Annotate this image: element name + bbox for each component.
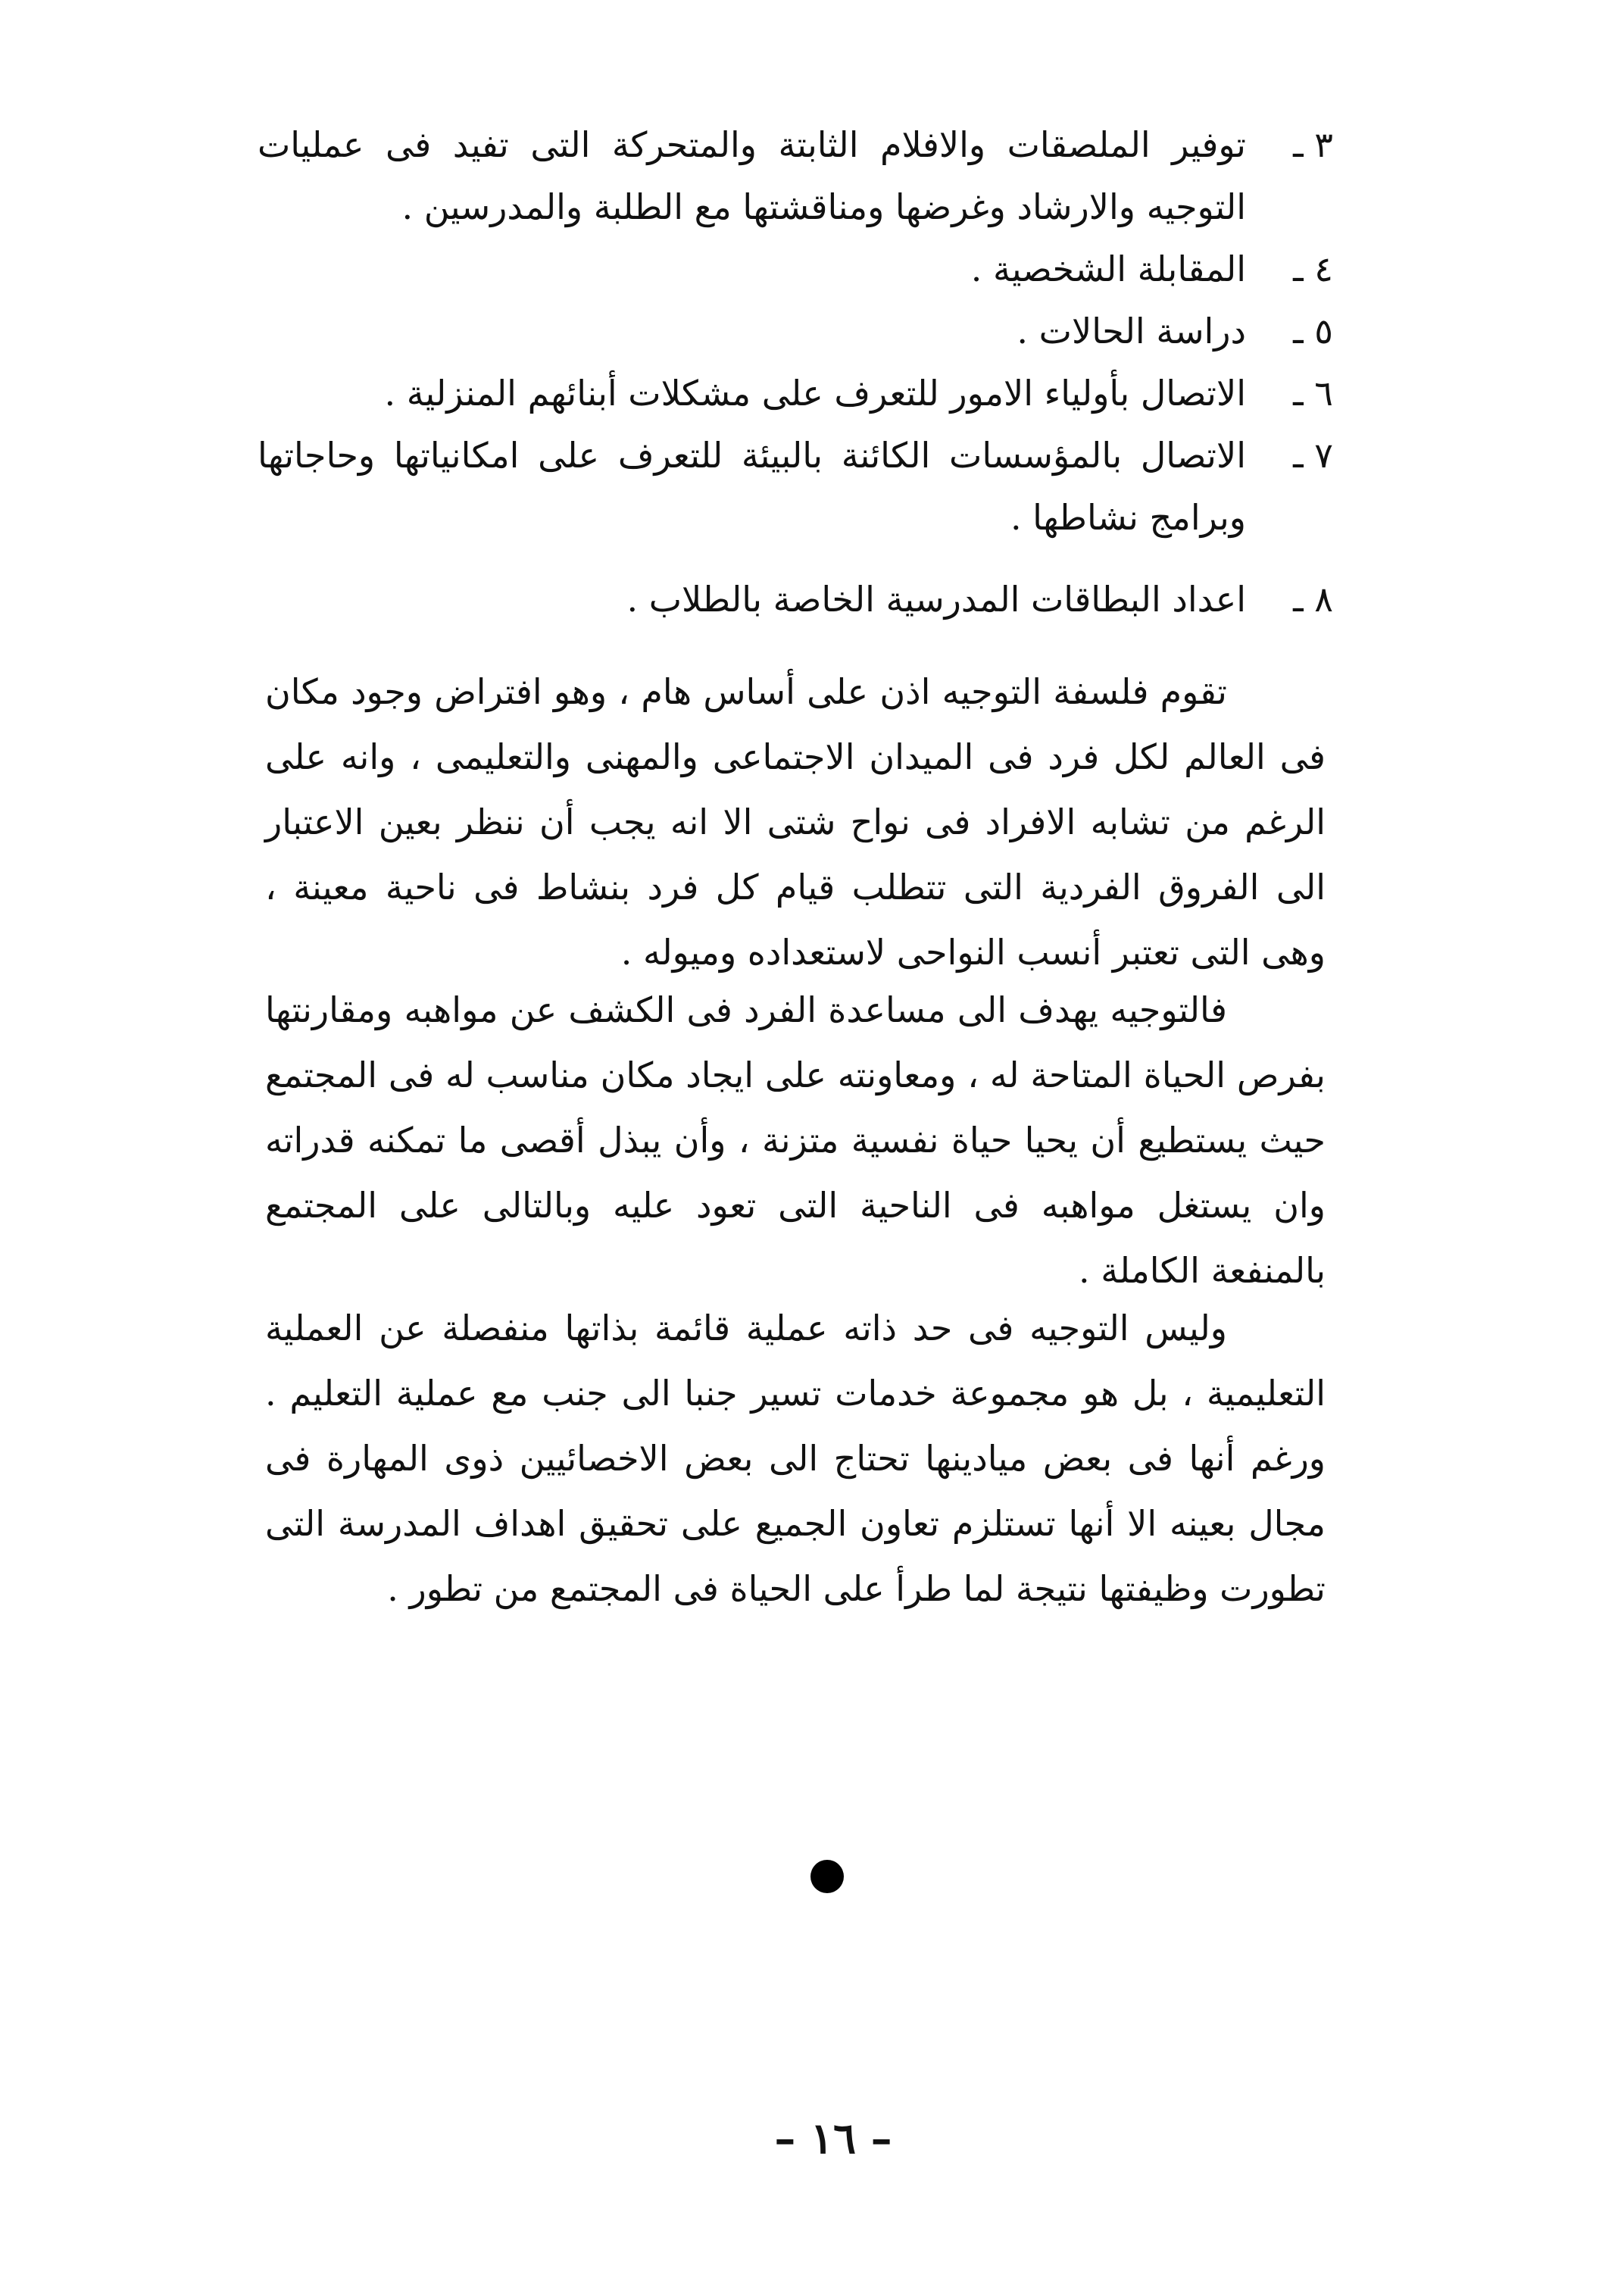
list-item-text: الاتصال بأولياء الامور للتعرف على مشكلات أبنائهم المنزلية . bbox=[384, 373, 1246, 414]
paragraph-text: وليس التوجيه فى حد ذاته عملية قائمة بذاتها منفصلة عن العملية التعليمية ، بل هو مجموعة خدمات تسير جنبا الى جنب مع عملية التعليم . ورغم أنها فى بعض ميادينها تحتاج الى بعض الاخصائيين ذوى المهارة فى مجال بعينه الا أنها تستلزم تعاون الجميع على تحقيق اهداف المدرسة التى تطورت وظيفتها نتيجة لما طرأ على الحياة فى المجتمع من تطور . bbox=[265, 1308, 1326, 1609]
list-item-number: ٥ ـ bbox=[1293, 311, 1333, 352]
list-item-text: المقابلة الشخصية . bbox=[970, 248, 1246, 289]
list-item-text: دراسة الحالات . bbox=[1017, 311, 1246, 352]
list-item-text: اعداد البطاقات المدرسية الخاصة بالطلاب . bbox=[626, 579, 1246, 620]
list-item bbox=[258, 238, 1333, 300]
paragraph-block bbox=[265, 977, 1326, 1303]
list-item-number: ٤ ـ bbox=[1293, 248, 1333, 289]
paragraph-block bbox=[265, 659, 1326, 985]
list-item bbox=[258, 424, 1333, 548]
numbered-list bbox=[258, 114, 1333, 630]
list-item-number: ٨ ـ bbox=[1293, 579, 1333, 620]
list-item bbox=[258, 568, 1333, 630]
list-item bbox=[258, 362, 1333, 424]
list-item-number: ٣ ـ bbox=[1293, 124, 1333, 165]
page-number: – ١٦ – bbox=[774, 2114, 892, 2164]
paragraph-text: تقوم فلسفة التوجيه اذن على أساس هام ، وهو افتراض وجود مكان فى العالم لكل فرد فى الميدان الاجتماعى والمهنى والتعليمى ، وانه على الرغم من تشابه الافراد فى نواح شتى الا انه يجب أن ننظر بعين الاعتبار الى الفروق الفردية التى تتطلب قيام كل فرد بنشاط فى ناحية معينة ، وهى التى تعتبر أنسب النواحى لاستعداده وميوله . bbox=[265, 671, 1326, 973]
ink-dot-mark bbox=[810, 1860, 844, 1893]
list-item-text: توفير الملصقات والافلام الثابتة والمتحركة التى تفيد فى عمليات التوجيه والارشاد وغرضها ومناقشتها مع الطلبة والمدرسين . bbox=[258, 124, 1246, 227]
list-item-text: الاتصال بالمؤسسات الكائنة بالبيئة للتعرف على امكانياتها وحاجاتها وبرامج نشاطها . bbox=[258, 435, 1246, 538]
paragraph-block bbox=[265, 1295, 1326, 1621]
list-item bbox=[258, 300, 1333, 362]
list-item-number: ٧ ـ bbox=[1293, 435, 1333, 476]
paragraph-text: فالتوجيه يهدف الى مساعدة الفرد فى الكشف عن مواهبه ومقارنتها بفرص الحياة المتاحة له ، ومعاونته على ايجاد مكان مناسب له فى المجتمع حيث يستطيع أن يحيا حياة نفسية متزنة ، وأن يبذل أقصى ما تمكنه قدراته وان يستغل مواهبه فى الناحية التى تعود عليه وبالتالى على المجتمع بالمنفعة الكاملة . bbox=[265, 989, 1326, 1291]
list-item bbox=[258, 114, 1333, 238]
list-item-number: ٦ ـ bbox=[1293, 373, 1333, 414]
